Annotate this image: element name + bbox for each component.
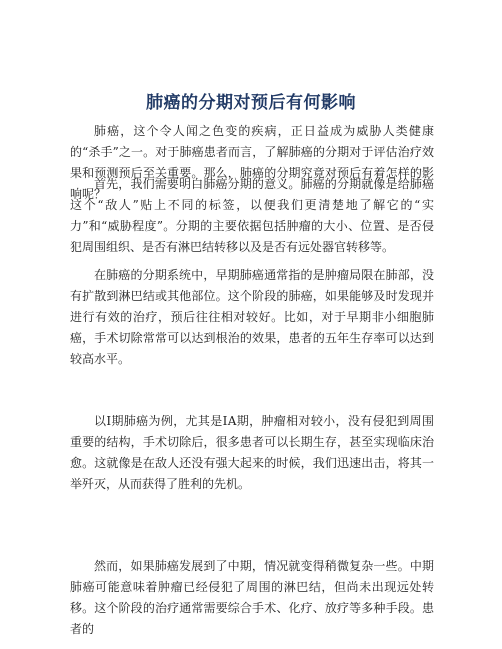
paragraph-mid-stage: 然而，如果肺癌发展到了中期，情况就变得稍微复杂一些。中期肺癌可能意味着肿瘤已经侵犯了周围的淋巴结，但尚未出现远处转移。这个阶段的治疗通常需要综合手术、化疗、放疗等多种手段。患者的 [70,559,434,636]
paragraph-early-stage: 在肺癌的分期系统中，早期肺癌通常指的是肿瘤局限在肺部，没有扩散到淋巴结或其他部位。这个阶段的肺癌，如果能够及时发现并进行有效的治疗，预后往往相对较好。比如，对于早期非小细胞肺癌，手术切除常常可以达到根治的效果，患者的五年生存率可以达到较高水平。 [70,268,434,366]
paragraph-staging-meaning: 首先，我们需要明白肺癌分期的意义。肺癌的分期就像是给肺癌这个“敌人”贴上不同的标签，以便我们更清楚地了解它的“实力”和“威胁程度”。分期的主要依据包括肿瘤的大小、位置、是否侵犯周围组织、是否有淋巴结转移以及是否有远处器官转移等。 [70,177,434,254]
document-title: 肺癌的分期对预后有何影响 [146,93,356,113]
paragraph-stage-one: 以Ⅰ期肺癌为例，尤其是ⅠA期，肿瘤相对较小，没有侵犯到周围重要的结构，手术切除后，很多患者可以长期生存，甚至实现临床治愈。这就像是在敌人还没有强大起来的时候，我们迅速出击，将其一举歼灭，从而获得了胜利的先机。 [70,414,434,491]
paragraph-intro: 肺癌，这个令人闻之色变的疾病，正日益成为威胁人类健康的“杀手”之一。对于肺癌患者而言，了解肺癌的分期对于评估治疗效果和预测预后至关重要。那么，肺癌的分期究竟对预后有着怎样的影响呢？ [70,124,434,201]
